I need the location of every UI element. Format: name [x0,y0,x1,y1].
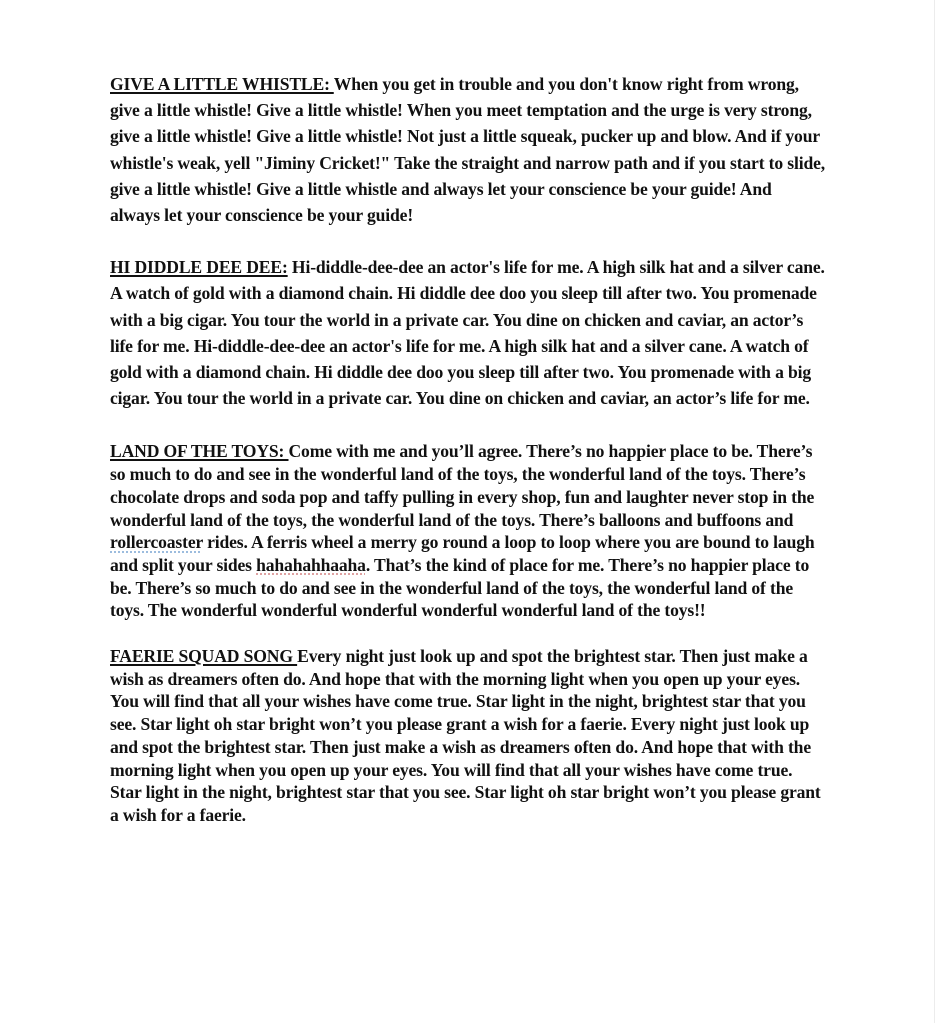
song-paragraph-hi-diddle-dee-dee [110,254,825,411]
grammar-flagged-word[interactable]: rollercoaster [110,532,203,553]
song-paragraph-faerie-squad-song [110,645,825,827]
song-title: LAND OF THE TOYS: [110,441,289,462]
spelling-flagged-word[interactable]: hahahahhaaha [256,554,366,575]
song-lyrics: . That’s the kind of place for me. There’s no happier place to be. There’s so much to do and see in the wonderful land of the toys, the wonderful land of the toys. The wonderful wonderful wonderful wonderful wonderful land of the toys!! [110,554,810,621]
song-paragraph-give-a-little-whistle [110,71,825,228]
song-lyrics: Hi-diddle-dee-dee an actor's life for me. A high silk hat and a silver cane. A watch of gold with a diamond chain. Hi diddle dee doo you sleep till after two. You promenade with a big cigar. You tour the world in a private car. You dine on chicken and caviar, an actor’s life for me. Hi-diddle-dee-dee an actor's life for me. A high silk hat and a silver cane. A watch of gold with a diamond chain. Hi diddle dee doo you sleep till after two. You promenade with a big cigar. You tour the world in a private car. You dine on chicken and caviar, an actor’s life for me. [110,257,825,409]
song-title: GIVE A LITTLE WHISTLE: [110,74,334,94]
song-title: HI DIDDLE DEE DEE: [110,257,288,278]
song-lyrics: When you get in trouble and you don't know right from wrong, give a little whistle! Give a little whistle! When you meet temptation and the urge is very strong, give a little whistle! Give a little whistle! Not just a little squeak, pucker up and blow. And if your whistle's weak, yell "Jiminy Cricket!" Take the straight and narrow path and if you start to slide, give a little whistle! Give a little whistle and always let your conscience be your guide! And always let your conscience be your guide! [110,74,825,226]
song-lyrics: Come with me and you’ll agree. There’s no happier place to be. There’s so much to do and see in the wonderful land of the toys, the wonderful land of the toys. There’s chocolate drops and soda pop and taffy pulling in every shop, fun and laughter never stop in the wonderful land of the toys, the wonderful land of the toys. There’s balloons and buffoons and [110,441,815,530]
document-body [110,71,825,827]
song-lyrics: Every night just look up and spot the brightest star. Then just make a wish as dreamers often do. And hope that with the morning light when you open up your eyes. You will find that all your wishes have come true. Star light in the night, brightest star that you see. Star light oh star bright won’t you please grant a wish for a faerie. Every night just look up and spot the brightest star. Then just make a wish as dreamers often do. And hope that with the morning light when you open up your eyes. You will find that all your wishes have come true. Star light in the night, brightest star that you see. Star light oh star bright won’t you please grant a wish for a faerie. [110,646,821,825]
song-lyrics: rides. A ferris wheel a merry go round a loop to loop where you are bound to laugh and split your sides [110,532,815,575]
song-title: FAERIE SQUAD SONG [110,646,298,667]
song-paragraph-land-of-the-toys [110,440,825,622]
